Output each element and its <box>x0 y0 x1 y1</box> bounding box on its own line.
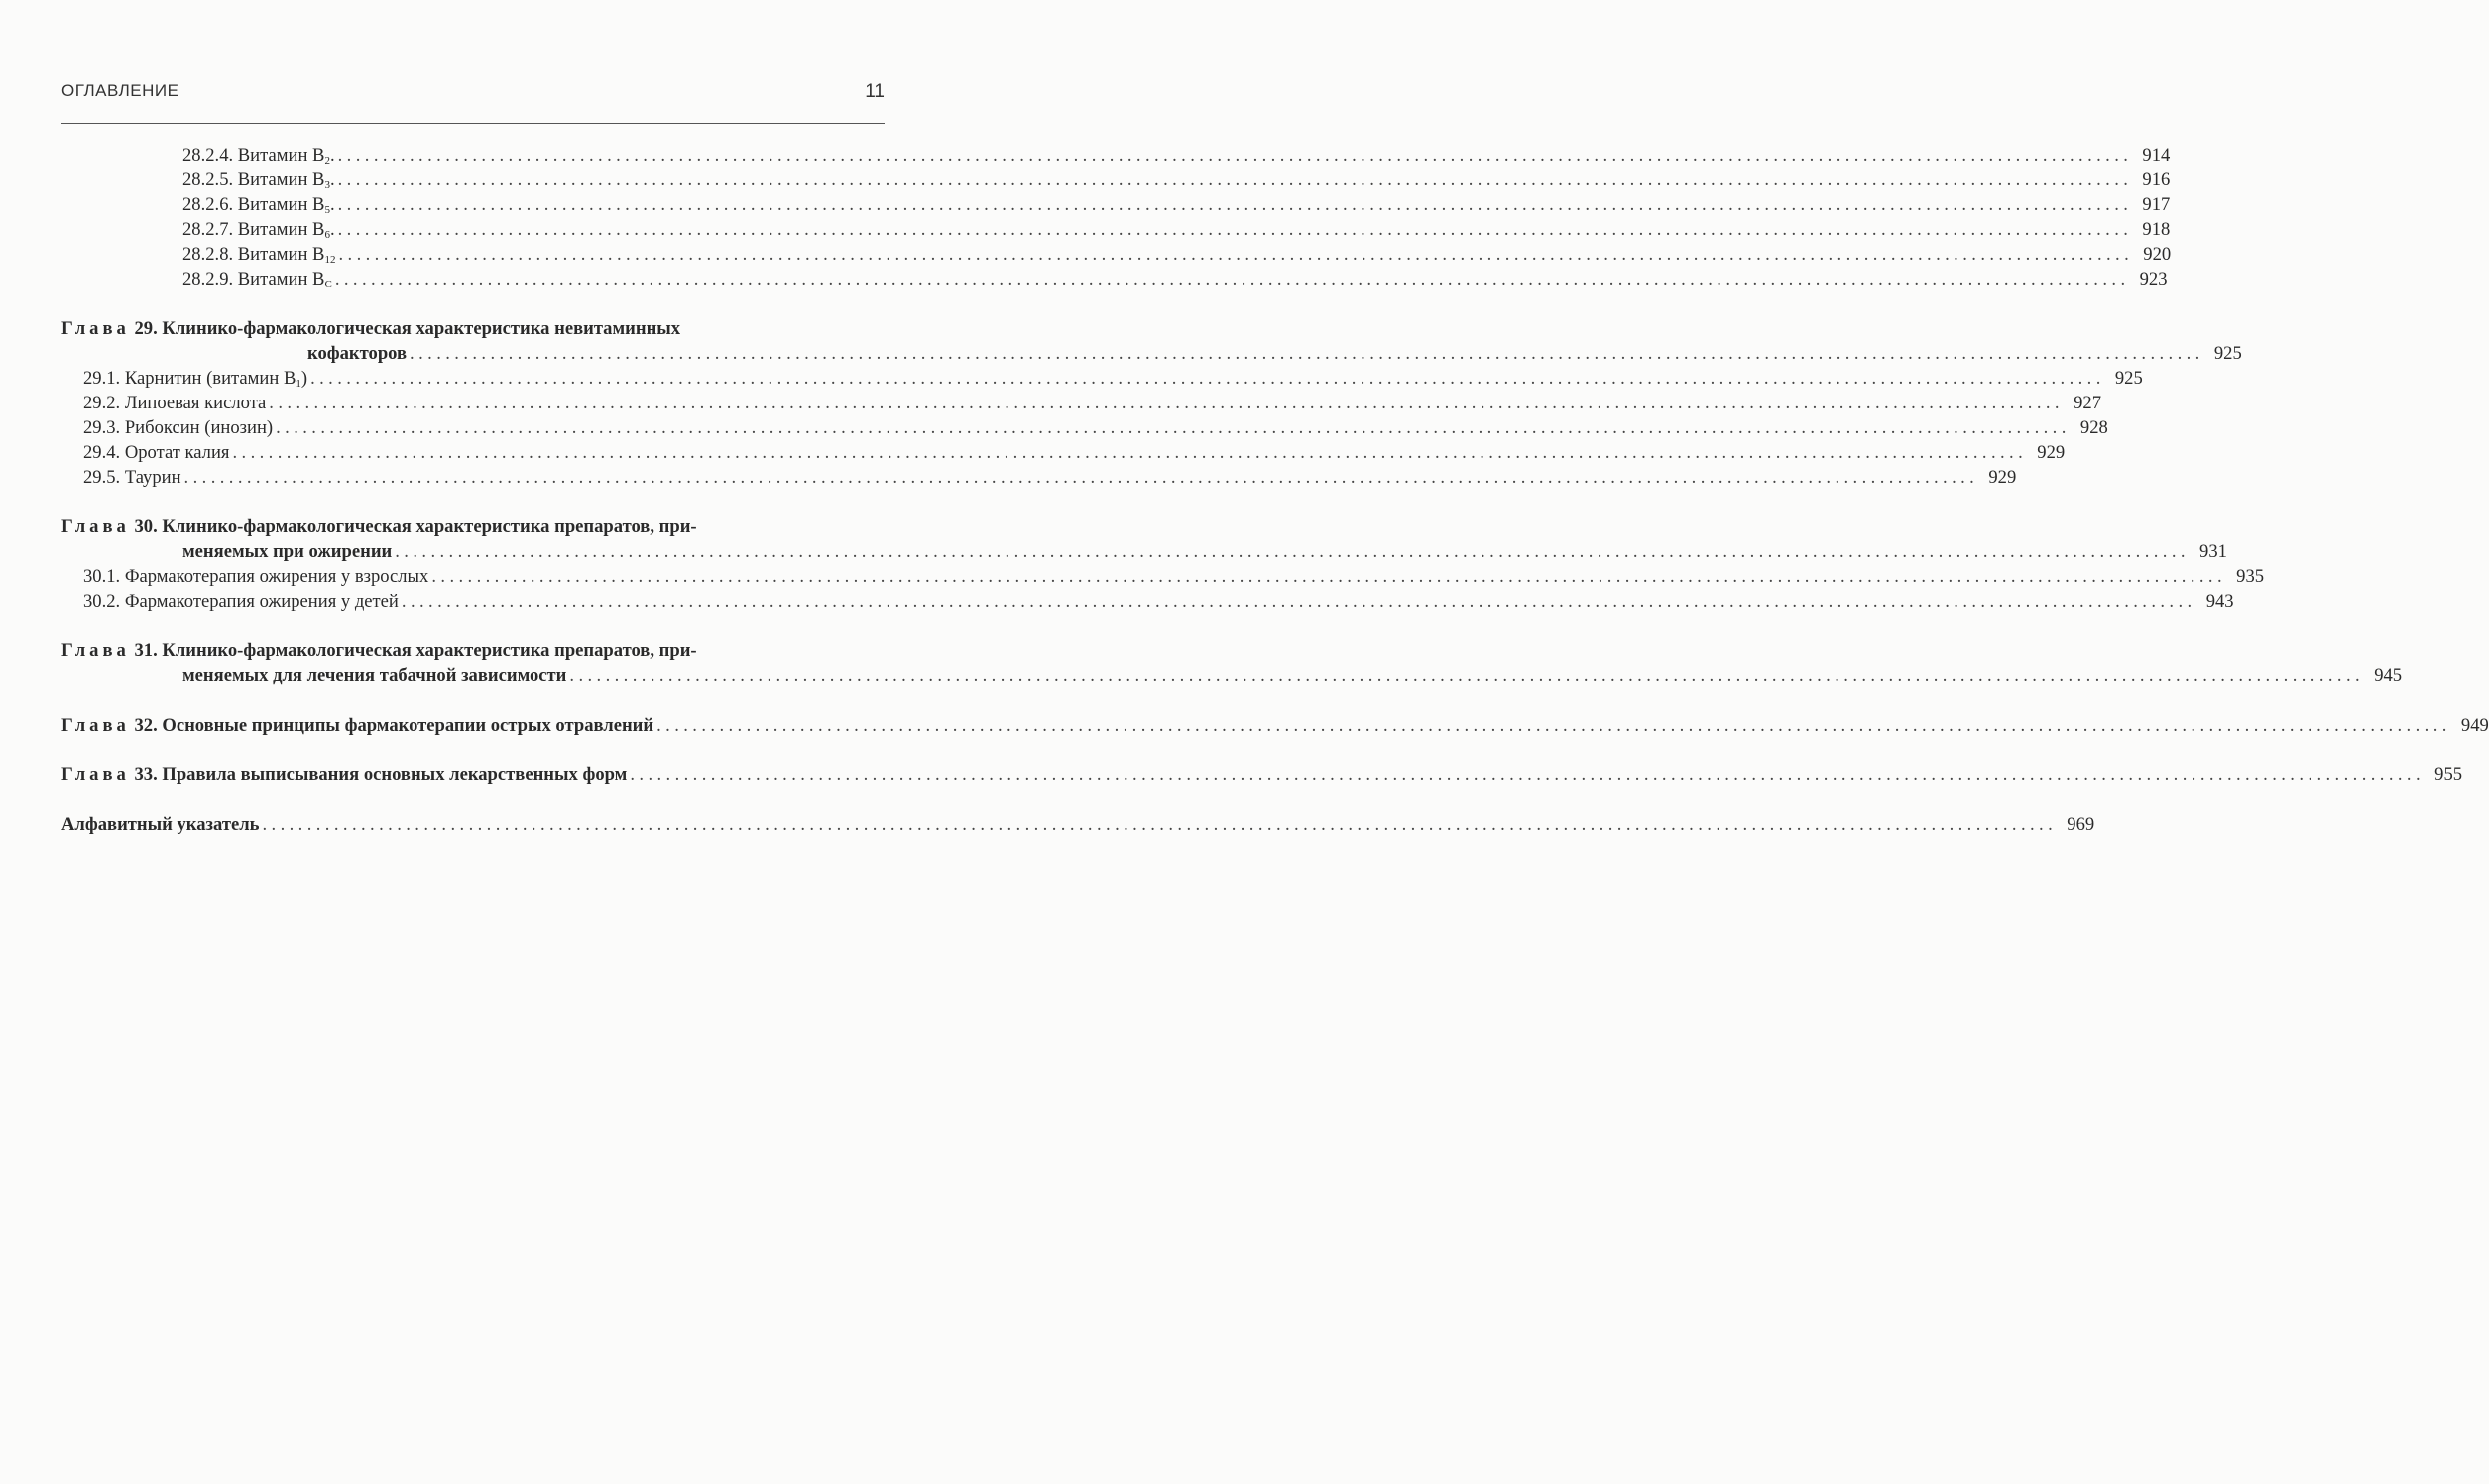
toc-entry-28-2-9[interactable]: 28.2.9. Витамин $B_C$ ........................................................................................................................................................................................................ 923 <box>182 269 2168 290</box>
leader-dots: ........................................................................................................................................................................................................ <box>262 814 2058 835</box>
toc-entry-28-2-7[interactable]: 28.2.7. Витамин $B_6$. ........................................................................................................................................................................................................ 918 <box>182 219 2171 241</box>
running-title: ОГЛАВЛЕНИЕ <box>61 81 179 100</box>
table-of-contents <box>61 143 2489 837</box>
leader-dots: ........................................................................................................................................................................................................ <box>401 591 2196 612</box>
toc-page: 925 <box>2114 368 2143 389</box>
toc-page: 969 <box>2067 814 2095 835</box>
toc-page: 925 <box>2213 343 2242 364</box>
toc-page: 923 <box>2139 269 2168 289</box>
leader-dots: ........................................................................................................................................................................................................ <box>410 343 2204 364</box>
leader-dots: ........................................................................................................................................................................................................ <box>431 566 2227 587</box>
toc-page: 935 <box>2236 566 2265 587</box>
toc-chapter-29[interactable]: кофакторов ........................................................................................................................................................................................................ 925 <box>307 343 2242 364</box>
toc-page: 914 <box>2142 145 2171 166</box>
toc-chapter-32[interactable]: Глава 32. Основные принципы фармакотерапии острых отравлений ........................................................................................................................................................................................................ 949 <box>61 715 2489 736</box>
header-rule <box>61 123 885 124</box>
toc-entry-28-2-8[interactable]: 28.2.8. Витамин $B_{12}$ ........................................................................................................................................................................................................ 920 <box>182 244 2172 266</box>
leader-dots: ........................................................................................................................................................................................................ <box>656 715 2451 736</box>
leader-dots: ........................................................................................................................................................................................................ <box>269 393 2064 413</box>
leader-dots: ........................................................................................................................................................................................................ <box>337 170 2133 190</box>
leader-dots: ........................................................................................................................................................................................................ <box>310 368 2105 389</box>
toc-page: 929 <box>1988 467 2017 488</box>
leader-dots: ........................................................................................................................................................................................................ <box>183 467 1979 488</box>
toc-entry-29-1[interactable]: 29.1. Карнитин (витамин $B_1$) ........................................................................................................................................................................................................ 925 <box>83 368 2143 390</box>
leader-dots: ........................................................................................................................................................................................................ <box>337 194 2133 215</box>
toc-entry-29-3[interactable]: 29.3. Рибоксин (инозин) ........................................................................................................................................................................................................ 928 <box>83 417 2108 438</box>
leader-dots: ........................................................................................................................................................................................................ <box>232 442 2028 463</box>
toc-page: 945 <box>2374 665 2403 686</box>
toc-page: 916 <box>2142 170 2171 190</box>
toc-page: 918 <box>2142 219 2171 240</box>
toc-chapter-30[interactable]: меняемых при ожирении ........................................................................................................................................................................................................ 931 <box>182 541 2227 562</box>
toc-page: 929 <box>2037 442 2066 463</box>
toc-page: 943 <box>2205 591 2234 612</box>
toc-entry-29-5[interactable]: 29.5. Таурин ........................................................................................................................................................................................................ 929 <box>83 467 2017 488</box>
toc-chapter-31-heading[interactable]: Глава 31. Клинико-фармакологическая характеристика препаратов, при- <box>61 640 697 661</box>
toc-page: 949 <box>2460 715 2489 736</box>
page-number: 11 <box>865 81 885 102</box>
toc-page: 955 <box>2434 764 2463 785</box>
toc-page: 927 <box>2074 393 2101 413</box>
page-header <box>61 81 885 111</box>
toc-index[interactable]: Алфавитный указатель ........................................................................................................................................................................................................ 969 <box>61 814 2095 835</box>
leader-dots: ........................................................................................................................................................................................................ <box>276 417 2071 438</box>
toc-entry-28-2-6[interactable]: 28.2.6. Витамин $B_5$. ........................................................................................................................................................................................................ 917 <box>182 194 2171 216</box>
toc-page: 928 <box>2079 417 2108 438</box>
toc-entry-29-2[interactable]: 29.2. Липоевая кислота ........................................................................................................................................................................................................ 927 <box>83 393 2101 413</box>
toc-entry-29-4[interactable]: 29.4. Оротат калия ........................................................................................................................................................................................................ 929 <box>83 442 2066 463</box>
leader-dots: ........................................................................................................................................................................................................ <box>334 269 2130 289</box>
toc-entry-28-2-5[interactable]: 28.2.5. Витамин $B_3$. ........................................................................................................................................................................................................ 916 <box>182 170 2171 191</box>
toc-entry-28-2-4[interactable]: 28.2.4. Витамин $B_2$. ........................................................................................................................................................................................................ 914 <box>182 145 2171 167</box>
leader-dots: ........................................................................................................................................................................................................ <box>630 764 2426 785</box>
toc-page: 920 <box>2143 244 2172 265</box>
toc-page: 931 <box>2199 541 2227 562</box>
leader-dots: ........................................................................................................................................................................................................ <box>395 541 2190 562</box>
leader-dots: ........................................................................................................................................................................................................ <box>569 665 2365 686</box>
toc-entry-30-1[interactable]: 30.1. Фармакотерапия ожирения у взрослых ........................................................................................................................................................................................................ 935 <box>83 566 2265 587</box>
toc-chapter-29-heading[interactable]: Глава 29. Клинико-фармакологическая характеристика невитаминных <box>61 318 681 339</box>
leader-dots: ........................................................................................................................................................................................................ <box>337 145 2133 166</box>
toc-chapter-30-heading[interactable]: Глава 30. Клинико-фармакологическая характеристика препаратов, при- <box>61 516 697 537</box>
toc-chapter-33[interactable]: Глава 33. Правила выписывания основных лекарственных форм ........................................................................................................................................................................................................ 955 <box>61 764 2463 785</box>
toc-entry-30-2[interactable]: 30.2. Фармакотерапия ожирения у детей ........................................................................................................................................................................................................ 943 <box>83 591 2234 612</box>
leader-dots: ........................................................................................................................................................................................................ <box>338 244 2134 265</box>
toc-chapter-31[interactable]: меняемых для лечения табачной зависимости ........................................................................................................................................................................................................ 945 <box>182 665 2403 686</box>
leader-dots: ........................................................................................................................................................................................................ <box>337 219 2133 240</box>
toc-page: 917 <box>2142 194 2171 215</box>
